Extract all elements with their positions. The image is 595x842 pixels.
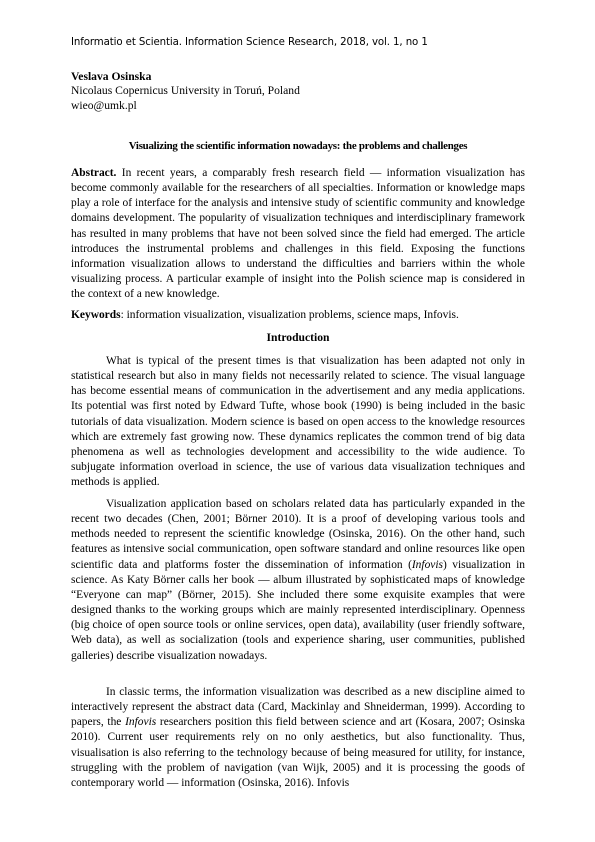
keywords-section bbox=[71, 308, 525, 323]
author-name: Veslava Osinska bbox=[71, 70, 152, 83]
infovis-term: Infovis bbox=[411, 558, 444, 571]
author-email: wieo@umk.pl bbox=[71, 98, 137, 112]
abstract-text: In recent years, a comparably fresh research field — information visualization has become commonly available for the researchers of all specialties. Information or knowledge maps play a role of interface for the analysis and intensive study of scientific community and knowledge domains development. The popularity of visualization techniques and interdisciplinary framework has resulted in many problems that have not been solved since the field had emerged. The article introduces the instrumental problems and challenges in this field. Exposing the functions information visualization allows to understand the difficulties and barriers within the whole visualizing process. A particular example of insight into the Polish science map is considered in the context of a new knowledge. bbox=[71, 167, 525, 301]
introduction-paragraph-2 bbox=[71, 497, 525, 664]
author-affiliation: Nicolaus Copernicus University in Toruń, Poland bbox=[71, 84, 300, 98]
paragraph-3-text-b: researchers position this field between science and art (Kosara, 2007; Osinska 2010). Current user requirements rely on no only aesthetics, but also functionality. Thus, visualisation is also referring to the technology because of being measured for utility, for instance, struggling with the problem of navigation (van Wijk, 2005) and it is processing the goods of contemporary world — information (Osinska, 2016). Infovis bbox=[71, 716, 526, 789]
infovis-term: Infovis bbox=[125, 716, 157, 729]
introduction-paragraph-1-block bbox=[71, 354, 525, 490]
introduction-paragraph-1: What is typical of the present times is that visualization has been adapted not only in statistical research but also in many fields not necessarily related to science. The visual language has become essential means of communication in the advertisement and any media applications. Its potential was first noted by Edward Tufte, whose book (1990) is being included in the basic tutorials of data visualization. Modern science is based on open access to the knowledge resources which are extremely fast growing now. These dynamics replicates the common trend of big data phenomena as well as technologies development and accessibility to the wide audience. To subjugate information overload in science, the use of various data visualization techniques and methods is applied. bbox=[71, 355, 525, 489]
paragraph-3-text-a: In classic terms, the information visualization was described as a new discipline aimed to interactively represent the abstract data (Card, Mackinlay and Shneiderman, 1999). According to papers, the bbox=[71, 686, 525, 729]
abstract-section bbox=[71, 166, 525, 302]
keywords-paragraph bbox=[71, 308, 525, 323]
paragraph-2-text-a: Visualization application based on scholars related data has particularly expanded in the recent two decades (Chen, 2001; Börner 2010). It is a proof of developing various tools and methods needed to represent the scientific knowledge (Osinska, 2016). On the other hand, such features as intensive social communication, open software standard and online resources like open scientific data and platforms foster the dissemination of information ( bbox=[71, 498, 525, 571]
paragraph-2-text-b: ) visualization in science. As Katy Börner calls her book — album illustrated by sophisticated maps of knowledge “Everyone can map” (Börner, 2015). She included there some exquisite examples that were designed thanks to the working groups which are mainly represented interdisciplinary. Openness (big choice of open source tools or online services, open data), availability (user friendly software, Web data), as well as socialization (tools and experience sharing, user communities, published galleries) describe visualization nowadays. bbox=[71, 558, 525, 662]
introduction-heading: Introduction bbox=[266, 331, 330, 344]
abstract-paragraph bbox=[71, 166, 525, 302]
running-header: Informatio et Scientia. Information Science Research, 2018, vol. 1, no 1 bbox=[71, 37, 428, 48]
introduction-paragraph-2-block bbox=[71, 497, 525, 664]
paper-title: Visualizing the scientific information nowadays: the problems and challenges bbox=[128, 140, 468, 152]
abstract-label: Abstract. bbox=[71, 167, 117, 179]
author-block bbox=[71, 70, 300, 113]
keywords-label: Keywords bbox=[71, 309, 121, 321]
introduction-paragraph-3-block bbox=[71, 685, 525, 791]
introduction-paragraph-3 bbox=[71, 685, 525, 791]
keywords-text: : information visualization, visualization problems, science maps, Infovis. bbox=[120, 309, 459, 321]
